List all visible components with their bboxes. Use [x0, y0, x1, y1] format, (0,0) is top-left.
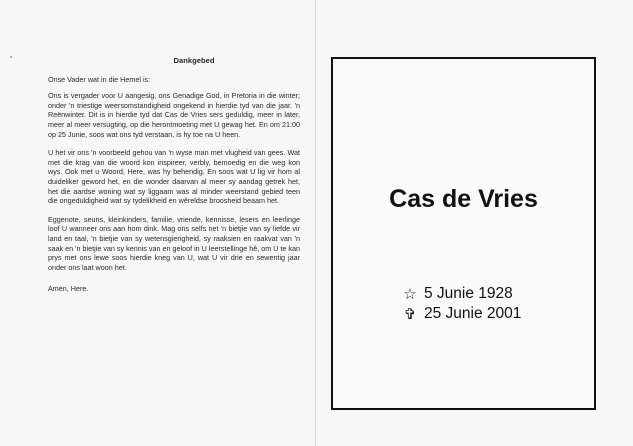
birth-date: 5 Junie 1928	[424, 285, 513, 302]
prayer-paragraph: U het vir ons 'n voorbeeld gehou van 'n wyse man met vlugheid van gees. Wat met die krag van die woord kon inspireer, verbly, bemoedig en die weg kon wys. Ook met u Woord, Here, was hy behendig. En soos wat U lig vir hom al duideliker geword het, en die wonder daarvan al meer sy aandag getrek het, het die aardse woning wat sy liggaam was al minder weerstand gebied teen die ongeduldigheid wat sy tydelikheid en wêreldse broosheid beaam het.	[48, 148, 300, 206]
cross-icon: ✞	[403, 306, 417, 323]
speck	[10, 56, 12, 58]
prayer-title: Dankgebed	[173, 56, 215, 65]
star-icon: ☆	[403, 286, 417, 303]
birth-row	[401, 285, 513, 303]
death-row	[401, 305, 521, 323]
memorial-frame	[331, 57, 596, 410]
prayer-salutation: Onse Vader wat in die Hemel is:	[48, 74, 151, 84]
deceased-name: Cas de Vries	[389, 185, 538, 213]
prayer-panel	[48, 56, 300, 303]
fold-line	[315, 0, 316, 446]
prayer-closing: Amen, Here.	[48, 284, 89, 294]
prayer-paragraph: Ons is vergader voor U aangesig, ons Genadige God, in Pretoria in die winter; onder 'n triestige weersomstandigheid ongekend in hierdie tyd van die jaar. 'n Reënwinter. Dit is in hierdie tyd dat Cas de Vries sers geduldig, meer in later, meer al meer versugting, op die herontmoeting met U gewag het. En om 21:00 op 25 Junie, soos wat ons tyd verstaan, is hy toe na U heen.	[48, 91, 300, 139]
prayer-paragraph: Eggenote, seuns, kleinkinders, familie, vriende, kennisse, lesers en leerlinge loof U wanneer ons aan hom dink. Mag ons selfs net 'n bietjie van sy liefde vir land en taal, 'n bietjie van sy wetensgierigheid, sy raaksien en raakvat van 'n saak en 'n bietjie van sy kennis van en geloof in U leerstellinge hê, om U te kan prys met ons lewe soos hierdie kneg van U, wat U vir drie en sewentig jaar onder ons laat woon het.	[48, 214, 300, 272]
death-date: 25 Junie 2001	[424, 305, 522, 322]
